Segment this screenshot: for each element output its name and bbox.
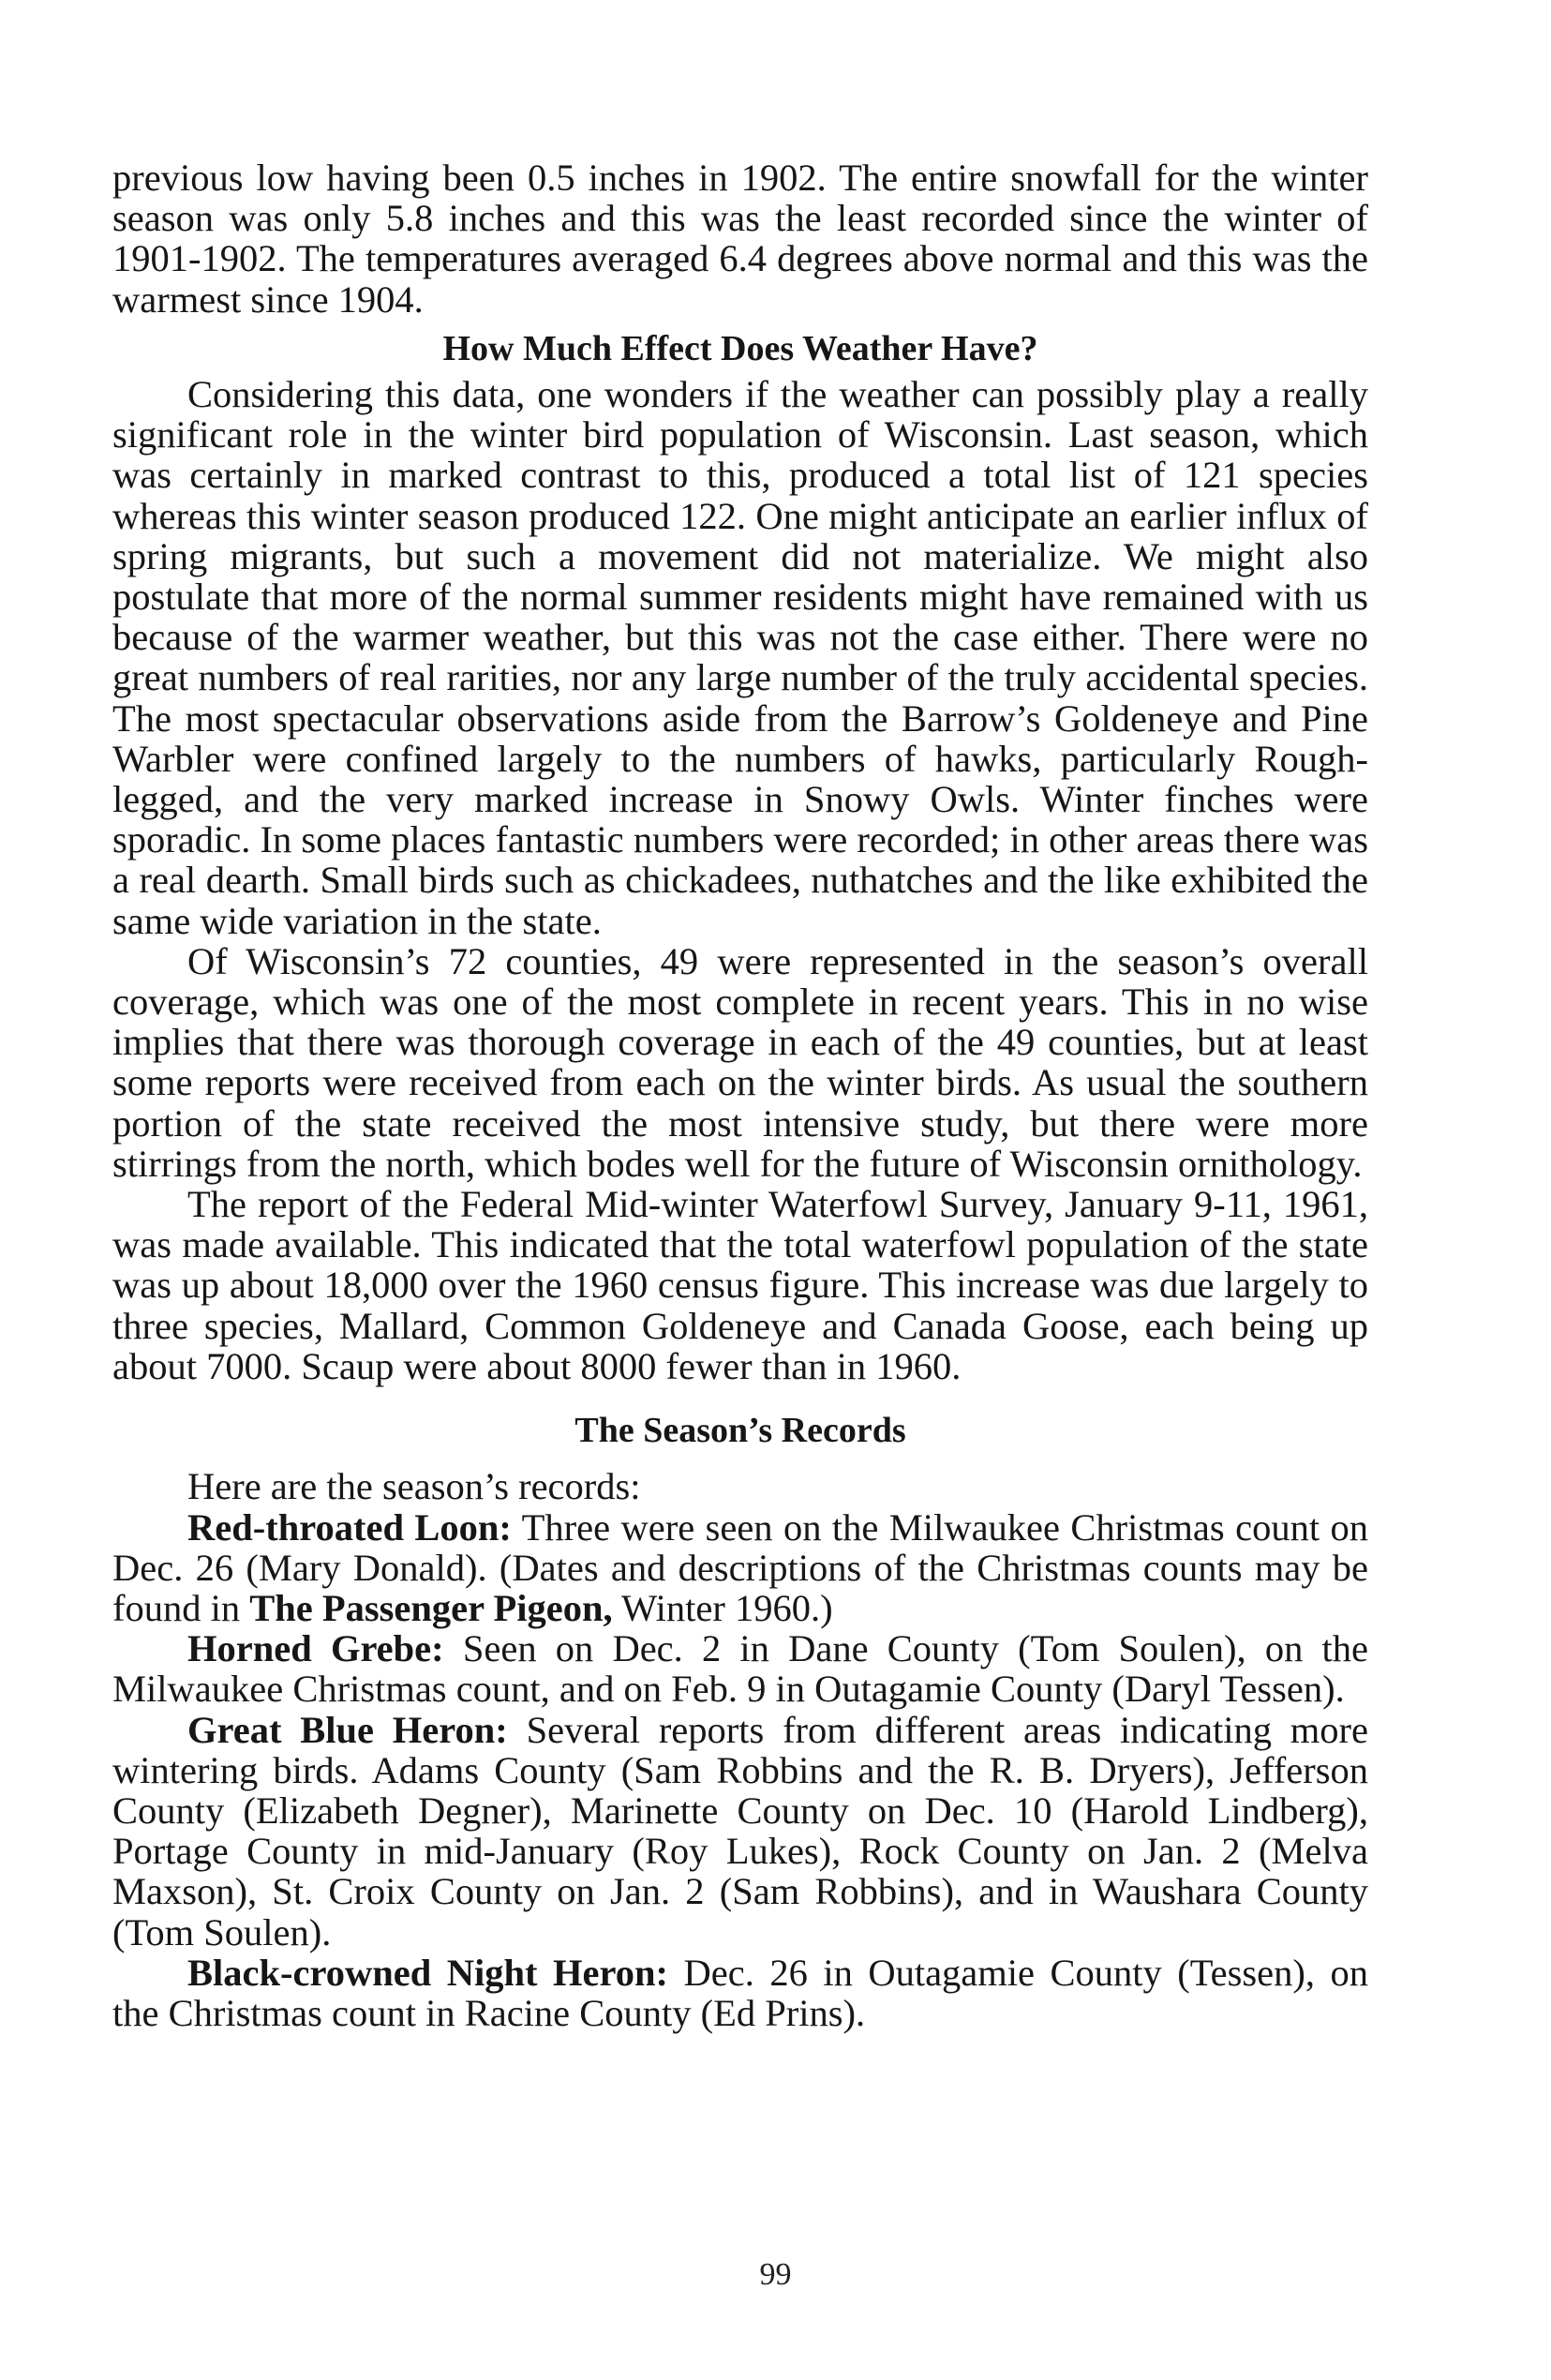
species-name: Black-crowned Night Heron: [187,1951,668,1994]
record-red-throated-loon [112,1507,1368,1629]
species-name: Great Blue Heron: [187,1708,508,1751]
record-text: Several reports from different areas indicating more wintering birds. Adams County (Sam Robbins and the R. B. Dryers), Jefferson County (Elizabeth Degner), Marinette County on Dec. 10 (Harold Lindberg), Portage County in mid-January (Roy Lukes), Rock County on Jan. 2 (Melva Maxson), St. Croix County on Jan. 2 (Sam Robbins), and in Waushara County (Tom Soulen). [112,1708,1368,1953]
weather-paragraph-3: The report of the Federal Mid-winter Waterfowl Survey, January 9-11, 1961, was made available. This indicated that the total waterfowl population of the state was up about 18,000 over the 1960 census figure. This increase was due largely to three species, Mallard, Common Goldeneye and Canada Goose, each being up about 7000. Scaup were about 8000 fewer than in 1960. [112,1183,1368,1387]
record-horned-grebe [112,1628,1368,1709]
text-column [112,157,1368,2033]
section-heading-weather: How Much Effect Does Weather Have? [442,328,1038,368]
records-intro: Here are the season’s records: [187,1465,641,1508]
intro-paragraph: previous low having been 0.5 inches in 1902. The entire snowfall for the winter season was only 5.8 inches and this was the least recorded since the winter of 1901-1902. The temperatures averaged 6.4 degrees above normal and this was the warmest since 1904. [112,157,1368,321]
page-number: 99 [759,2257,792,2292]
record-great-blue-heron [112,1710,1368,1953]
weather-paragraph-1: Considering this data, one wonders if the weather can possibly play a really significant role in the winter bird population of Wisconsin. Last season, which was certainly in marked contrast to this, produced a total list of 121 species whereas this winter season produced 122. One might anticipate an earlier influx of spring migrants, but such a movement did not materialize. We might also postulate that more of the normal summer residents might have remained with us because of the warmer weather, but this was not the case either. There were no great numbers of real rarities, nor any large number of the truly accidental species. The most spectacular observations aside from the Barrow’s Goldeneye and Pine Warbler were confined largely to the numbers of hawks, particularly Rough-legged, and the very marked increase in Snowy Owls. Winter finches were sporadic. In some places fantastic numbers were recorded; in other areas there was a real dearth. Small birds such as chickadees, nuthatches and the like exhibited the same wide variation in the state. [112,373,1368,942]
record-text-after: Winter 1960.) [612,1586,833,1629]
publication-title: The Passenger Pigeon, [249,1586,613,1629]
record-text: Dec. 26 in Outagamie County (Tessen), on the Christmas count in Racine County (Ed Prins). [112,1951,1368,2034]
record-black-crowned-night-heron [112,1953,1368,2033]
weather-paragraph-2: Of Wisconsin’s 72 counties, 49 were represented in the season’s overall coverage, which was one of the most complete in recent years. This in no wise implies that there was thorough coverage in each of the 49 counties, but at least some reports were received from each on the winter birds. As usual the southern portion of the state received the most intensive study, but there were more stirrings from the north, which bodes well for the future of Wisconsin ornithology. [112,939,1368,1185]
record-text: Three were seen on the Milwaukee Christmas count on Dec. 26 (Mary Donald). (Dates and descriptions of the Christmas counts may be found in [112,1505,1368,1629]
section-heading-records: The Season’s Records [574,1411,906,1451]
species-name: Horned Grebe: [187,1627,444,1670]
record-text: Seen on Dec. 2 in Dane County (Tom Soulen), on the Milwaukee Christmas count, and on Feb. 9 in Outagamie County (Daryl Tessen). [112,1627,1368,1711]
species-name: Red-throated Loon: [187,1505,512,1549]
